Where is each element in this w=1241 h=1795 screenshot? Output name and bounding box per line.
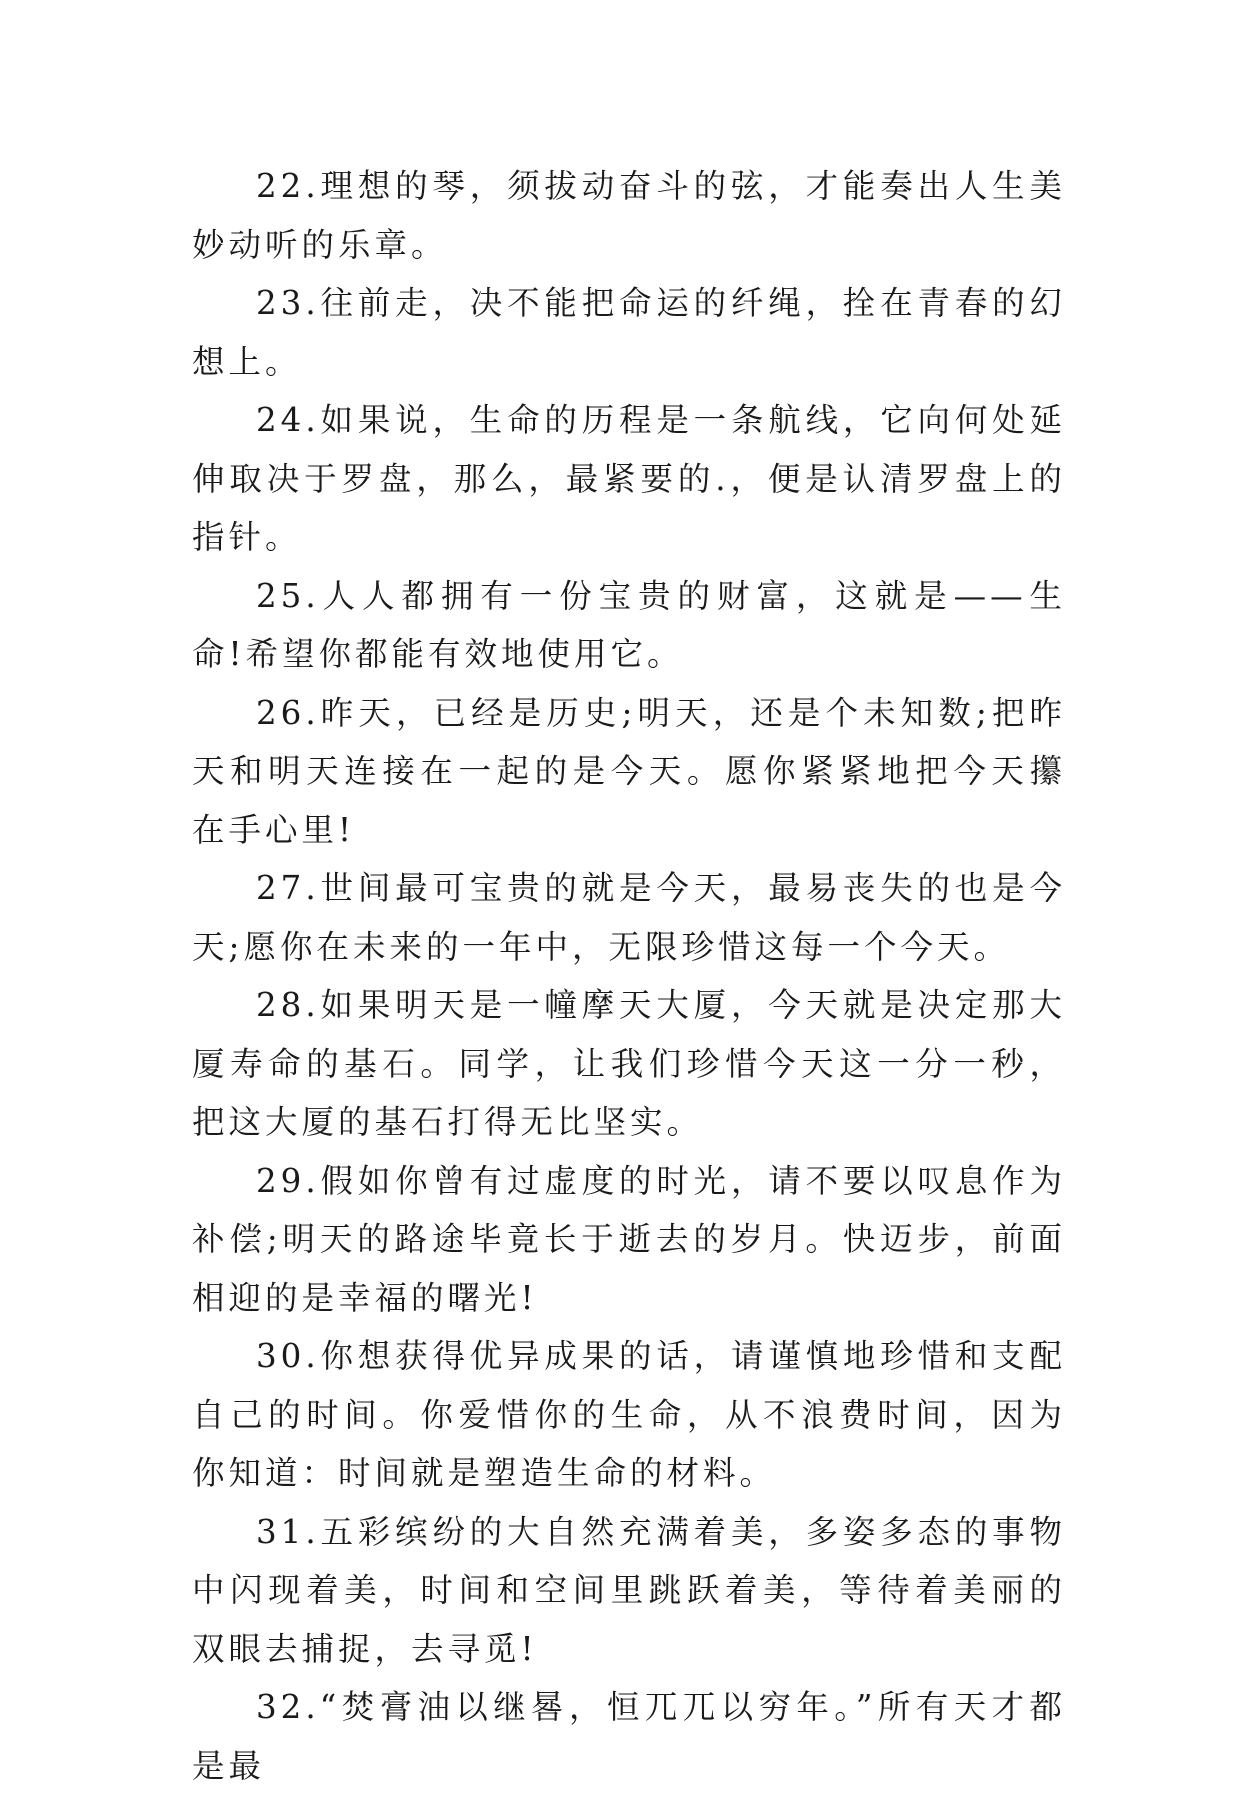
paragraph-29: 29.假如你曾有过虚度的时光，请不要以叹息作为补偿;明天的路途毕竟长于逝去的岁月。快迈步，前面相迎的是幸福的曙光! (192, 1161, 1066, 1317)
paragraph-27: 27.世间最可宝贵的就是今天，最易丧失的也是今天;愿你在未来的一年中，无限珍惜这每一个今天。 (192, 869, 1066, 966)
paragraph-30: 30.你想获得优异成果的话，请谨慎地珍惜和支配自己的时间。你爱惜你的生命，从不浪费时间，因为你知道：时间就是塑造生命的材料。 (192, 1337, 1066, 1492)
paragraph-28: 28.如果明天是一幢摩天大厦，今天就是决定那大厦寿命的基石。同学，让我们珍惜今天这一分一秒，把这大厦的基石打得无比坚实。 (192, 986, 1066, 1141)
paragraph-25: 25.人人都拥有一份宝贵的财富，这就是——生命!希望你都能有效地使用它。 (192, 576, 1066, 673)
paragraph-22: 22.理想的琴，须拔动奋斗的弦，才能奏出人生美妙动听的乐章。 (192, 167, 1066, 264)
paragraph-26: 26.昨天，已经是历史;明天，还是个未知数;把昨天和明天连接在一起的是今天。愿你紧紧地把今天攥在手心里! (192, 693, 1066, 849)
paragraph-23: 23.往前走，决不能把命运的纤绳，拴在青春的幻想上。 (192, 284, 1066, 381)
document-body (192, 157, 1066, 1795)
paragraph-31: 31.五彩缤纷的大自然充满着美，多姿多态的事物中闪现着美，时间和空间里跳跃着美，等待着美丽的双眼去捕捉，去寻觅! (192, 1512, 1066, 1668)
paragraph-32: 32.“焚膏油以继晷，恒兀兀以穷年。”所有天才都是最 (192, 1688, 1066, 1785)
paragraph-24: 24.如果说，生命的历程是一条航线，它向何处延伸取决于罗盘，那么，最紧要的.，便是认清罗盘上的指针。 (192, 401, 1066, 556)
